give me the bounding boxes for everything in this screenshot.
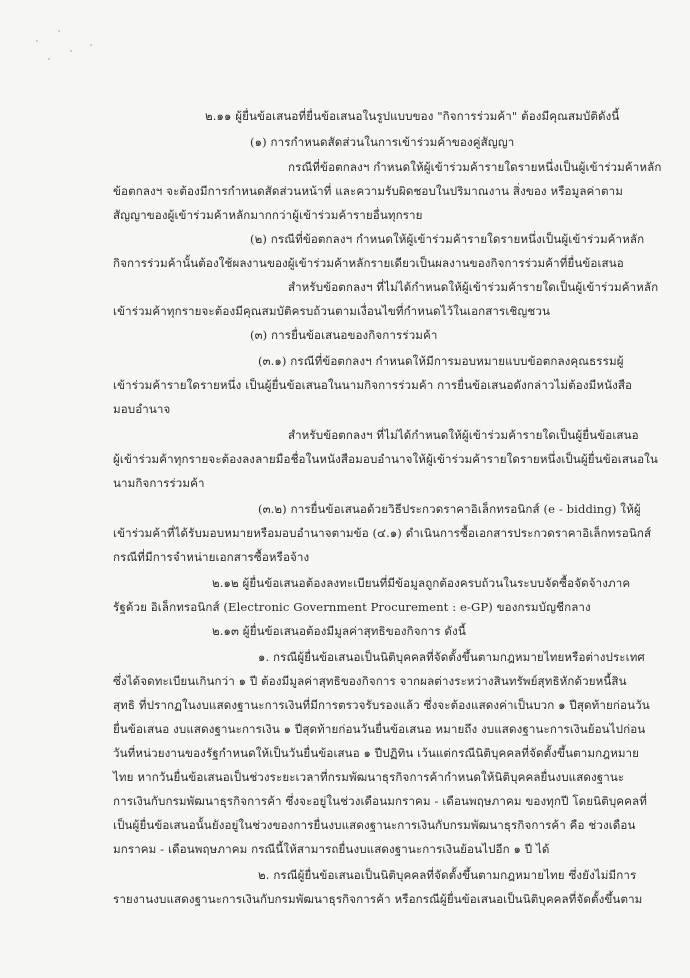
scan-speck [58, 30, 60, 32]
text-line: รายงานงบแสดงฐานะการเงินกับกรมพัฒนาธุรกิจการค้า หรือกรณีผู้ยื่นข้อเสนอเป็นนิติบุคคลที่จัดตั้งขึ้นตาม [113, 892, 643, 906]
text-line: มอบอำนาจ [113, 402, 171, 416]
text-line: (๒) กรณีที่ข้อตกลงฯ กำหนดให้ผู้เข้าร่วมค้ารายใดรายหนึ่งเป็นผู้เข้าร่วมค้าหลัก [250, 232, 645, 246]
text-line: ๑. กรณีผู้ยื่นข้อเสนอเป็นนิติบุคคลที่จัดตั้งขึ้นตามกฎหมายไทยหรือต่างประเทศ [258, 650, 645, 664]
text-line: กรณีที่ข้อตกลงฯ กำหนดให้ผู้เข้าร่วมค้ารายใดรายหนึ่งเป็นผู้เข้าร่วมค้าหลัก [288, 160, 662, 174]
text-line: ไทย หากวันยื่นข้อเสนอเป็นช่วงระยะเวลาที่กรมพัฒนาธุรกิจการค้ากำหนดให้นิติบุคคลยื่นงบแสดงฐานะ [113, 770, 625, 784]
text-line: วันที่หน่วยงานของรัฐกำหนดให้เป็นวันยื่นข้อเสนอ ๑ ปีปฏิทิน เว้นแต่กรณีนิติบุคคลที่จัดตั้งขึ้นตามกฎหมาย [113, 746, 640, 760]
text-line: (๑) การกำหนดสัดส่วนในการเข้าร่วมค้าของคู่สัญญา [250, 135, 515, 149]
text-line: ซึ่งได้จดทะเบียนเกินกว่า ๑ ปี ต้องมีมูลค่าสุทธิของกิจการ จากผลต่างระหว่างสินทรัพย์สุทธิหักด้วยหนี้สิน [113, 674, 627, 688]
scan-speck [90, 44, 92, 46]
scan-speck [48, 58, 50, 60]
text-line: ๒.๑๒ ผู้ยื่นข้อเสนอต้องลงทะเบียนที่มีข้อมูลถูกต้องครบถ้วนในระบบจัดซื้อจัดจ้างภาค [212, 576, 631, 590]
text-line: เข้าร่วมค้าที่ได้รับมอบหมายหรือมอบอำนาจตามข้อ (๔.๑) ดำเนินการซื้อเอกสารประกวดราคาอิเล็กทรอนิกส์ [113, 526, 652, 540]
text-line: ๒.๑๓ ผู้ยื่นข้อเสนอต้องมีมูลค่าสุทธิของกิจการ ดังนี้ [212, 624, 466, 638]
scan-speck [70, 50, 72, 52]
text-line: (๓) การยื่นข้อเสนอของกิจการร่วมค้า [250, 328, 438, 342]
text-line: มกราคม - เดือนพฤษภาคม กรณีนี้ให้สามารถยื่นงบแสดงฐานะการเงินย้อนไปอีก ๑ ปี ได้ [113, 842, 550, 856]
text-line: ๒. กรณีผู้ยื่นข้อเสนอเป็นนิติบุคคลที่จัดตั้งขึ้นตามกฎหมายไทย ซึ่งยังไม่มีการ [258, 868, 637, 882]
text-line: นามกิจการร่วมค้า [113, 476, 205, 490]
text-line: สำหรับข้อตกลงฯ ที่ไม่ได้กำหนดให้ผู้เข้าร่วมค้ารายใดเป็นผู้ยื่นข้อเสนอ [288, 428, 639, 442]
text-line: (๓.๑) กรณีที่ข้อตกลงฯ กำหนดให้มีการมอบหมายแบบข้อตกลงคุณธรรมผู้ [258, 354, 624, 368]
text-line: รัฐด้วย อิเล็กทรอนิกส์ (Electronic Government Procurement : e-GP) ของกรมบัญชีกลาง [113, 600, 591, 614]
text-line: สัญญาของผู้เข้าร่วมค้าหลักมากกว่าผู้เข้าร่วมค้ารายอื่นทุกราย [113, 208, 423, 222]
text-line: ๒.๑๑ ผู้ยื่นข้อเสนอที่ยื่นข้อเสนอในรูปแบบของ "กิจการร่วมค้า" ต้องมีคุณสมบัติดังนี้ [205, 109, 620, 123]
text-line: การเงินกับกรมพัฒนาธุรกิจการค้า ซึ่งจะอยู่ในช่วงเดือนมกราคม - เดือนพฤษภาคม ของทุกปี โดยนิติบุคคลที่ [113, 794, 647, 808]
text-line: (๓.๒) การยื่นข้อเสนอด้วยวิธีประกวดราคาอิเล็กทรอนิกส์ (e - bidding) ให้ผู้ [258, 502, 641, 516]
text-line: กรณีที่มีการจำหน่ายเอกสารซื้อหรือจ้าง [113, 550, 310, 564]
text-line: ผู้เข้าร่วมค้าทุกรายจะต้องลงลายมือชื่อในหนังสือมอบอำนาจให้ผู้เข้าร่วมค้ารายใดรายหนึ่งเป็นผู้ยื่นข้อเสนอใน [113, 452, 658, 466]
text-line: เป็นผู้ยื่นข้อเสนอนั้นยังอยู่ในช่วงของการยื่นงบแสดงฐานะการเงินกับกรมพัฒนาธุรกิจการค้า คือ ช่วงเดือน [113, 818, 636, 832]
text-line: ยื่นข้อเสนอ งบแสดงฐานะการเงิน ๑ ปีสุดท้ายก่อนวันยื่นข้อเสนอ หมายถึง งบแสดงฐานะการเงินย้อนไปก่อน [113, 722, 646, 736]
text-line: เข้าร่วมค้ารายใดรายหนึ่ง เป็นผู้ยื่นข้อเสนอในนามกิจการร่วมค้า การยื่นข้อเสนอดังกล่าวไม่ต้องมีหนังสือ [113, 378, 633, 392]
text-line: ข้อตกลงฯ จะต้องมีการกำหนดสัดส่วนหน้าที่ และความรับผิดชอบในปริมาณงาน สิ่งของ หรือมูลค่าตาม [113, 184, 624, 198]
text-line: กิจการร่วมค้านั้นต้องใช้ผลงานของผู้เข้าร่วมค้าหลักรายเดียวเป็นผลงานของกิจการร่วมค้าที่ยื่นข้อเสนอ [113, 256, 624, 270]
text-line: สุทธิ ที่ปรากฏในงบแสดงฐานะการเงินที่มีการตรวจรับรองแล้ว ซึ่งจะต้องแสดงค่าเป็นบวก ๑ ปีสุดท้ายก่อนวัน [113, 698, 650, 712]
scan-speck [36, 40, 38, 42]
text-line: สำหรับข้อตกลงฯ ที่ไม่ได้กำหนดให้ผู้เข้าร่วมค้ารายใดเป็นผู้เข้าร่วมค้าหลัก [288, 280, 659, 294]
text-line: เข้าร่วมค้าทุกรายจะต้องมีคุณสมบัติครบถ้วนตามเงื่อนไขที่กำหนดไว้ในเอกสารเชิญชวน [113, 304, 550, 318]
